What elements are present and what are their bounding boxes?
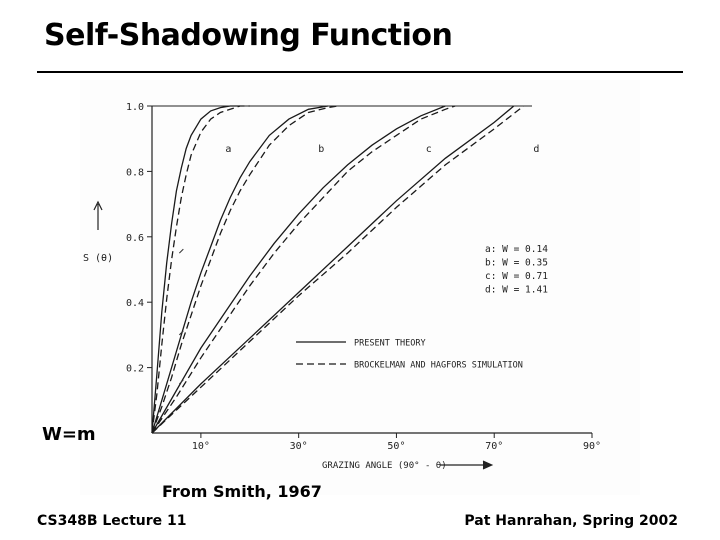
x-tick-label: 50° <box>387 441 406 452</box>
shadowing-chart <box>80 80 640 495</box>
w-equals-m-label: W=m <box>42 424 96 445</box>
scan-mark <box>179 380 183 384</box>
legend-label-solid: PRESENT THEORY <box>354 338 426 349</box>
y-tick-label: 0.8 <box>125 167 144 179</box>
curve-label-b: b <box>318 143 325 155</box>
w-legend-a: a: W = 0.14 <box>485 244 548 255</box>
curve-label-a: a <box>225 143 232 155</box>
title-divider <box>37 71 683 73</box>
x-tick-label: 90° <box>582 441 602 452</box>
w-legend-b: b: W = 0.35 <box>485 257 548 269</box>
x-axis-label: GRAZING ANGLE (90° - θ) <box>322 461 447 471</box>
x-tick-label: 30° <box>289 441 308 452</box>
scan-mark <box>179 249 183 253</box>
curve-d-solid <box>152 106 514 433</box>
curve-label-d: d <box>533 143 540 155</box>
curve-d-dashed <box>152 106 524 433</box>
footer-course: CS348B Lecture 11 <box>37 513 187 529</box>
curve-c-dashed <box>152 106 455 433</box>
curve-c-solid <box>152 106 445 433</box>
x-tick-label: 10° <box>191 441 210 452</box>
w-legend-c: c: W = 0.71 <box>485 271 548 282</box>
y-tick-label: 0.2 <box>125 363 144 375</box>
curve-b-solid <box>152 106 328 433</box>
y-tick-label: 0.6 <box>125 232 144 244</box>
w-legend-d: d: W = 1.41 <box>485 284 548 296</box>
source-citation: From Smith, 1967 <box>162 482 322 501</box>
x-tick-label: 70° <box>485 441 504 452</box>
y-tick-label: 0.4 <box>125 298 144 310</box>
y-axis-label: S (θ) <box>83 253 114 264</box>
footer-author: Pat Hanrahan, Spring 2002 <box>464 513 678 529</box>
y-tick-label: 1.0 <box>125 102 144 113</box>
curve-label-c: c <box>425 143 432 155</box>
x-axis-arrow-head <box>483 461 492 469</box>
legend-label-dashed: BROCKELMAN AND HAGFORS SIMULATION <box>354 360 523 371</box>
curve-a-solid <box>152 106 240 433</box>
slide-title: Self-Shadowing Function <box>44 18 453 53</box>
